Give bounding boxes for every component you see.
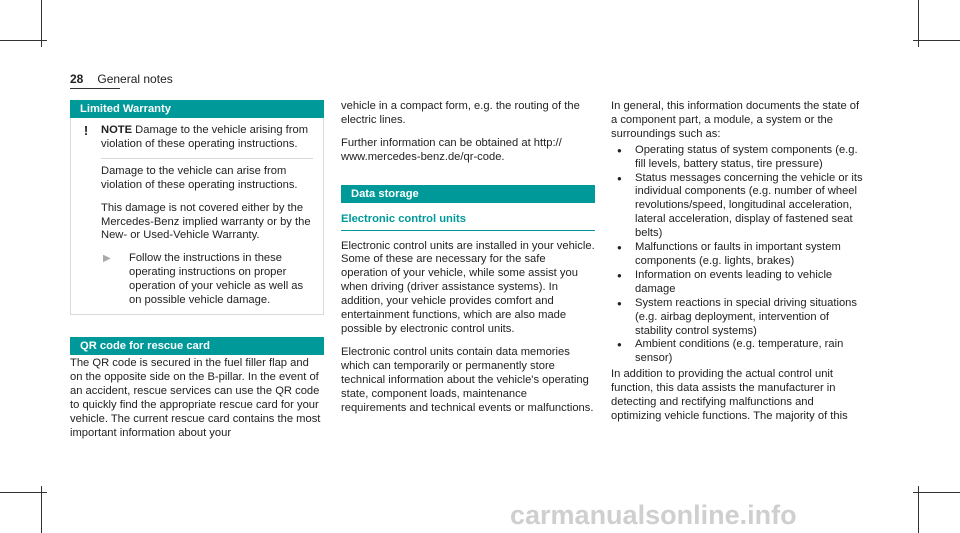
list-item (611, 241, 865, 269)
header-rule (70, 88, 120, 89)
page-number: 28 (70, 72, 84, 86)
paragraph: Electronic control units contain data memories which can temporarily or permanently store technical information about the vehicle's operating state, component loads, maintenance requirements and technical events or malfunctions. (341, 345, 594, 414)
bullet-dot-icon: ● (617, 298, 622, 308)
list-item (611, 338, 865, 366)
limited-warranty-heading: Limited Warranty (70, 100, 324, 118)
note-paragraph: This damage is not covered either by the Mercedes-Benz implied warranty or by the New- or Used-Vehicle Warranty. (101, 201, 311, 242)
qr-code-text: The QR code is secured in the fuel filler flap and on the opposite side on the B-pillar. In the event of an accident, rescue services can use the QR code to quickly find the appropriate rescue card for your vehicle. The current rescue card contains the most important information about your (70, 356, 321, 439)
bullet-dot-icon: ● (617, 145, 622, 155)
note-body: Damage to the vehicle arising from violation of these operating instructions. (101, 124, 309, 150)
list-item-text: Ambient conditions (e.g. temperature, rain sensor) (635, 338, 844, 365)
note (71, 124, 313, 152)
note-paragraph: Damage to the vehicle can arise from violation of these operating instructions. (101, 164, 298, 191)
page-header (70, 72, 173, 86)
crop-mark (41, 486, 42, 533)
watermark: carmanualsonline.info (510, 500, 797, 530)
bullet-dot-icon: ● (617, 340, 622, 350)
instruction-step (101, 252, 313, 308)
column-right (611, 100, 865, 424)
crop-mark (913, 492, 960, 493)
note-box (70, 118, 324, 315)
column-middle (341, 100, 595, 415)
bullet-dot-icon: ● (617, 173, 622, 183)
instruction-text: Follow the instructions in these operating instructions on proper operation of your vehicle as well as on possible vehicle damage. (129, 252, 304, 307)
paragraph: Electronic control units are installed in your vehicle. Some of these are necessary for the safe operation of your vehicle, while some assist you when driving (driver assistance systems). In addition, your vehicle provides comfort and entertainment functions, which are also made possible by electronic control units. (341, 239, 595, 335)
note-details (101, 158, 313, 308)
note-label: NOTE (101, 124, 133, 136)
paragraph: In addition to providing the actual control unit function, this data assists the manufacturer in detecting and rectifying malfunctions and optimizing vehicle functions. The majority of this (611, 368, 848, 422)
crop-mark (0, 492, 47, 493)
list-item-text: Operating status of system components (e.g. fill levels, battery status, tire pressure) (635, 143, 858, 170)
data-storage-heading: Data storage (341, 185, 595, 203)
paragraph: vehicle in a compact form, e.g. the routing of the electric lines. (341, 100, 580, 126)
list-item (611, 269, 865, 297)
bullet-list (611, 144, 865, 367)
list-item-text: Malfunctions or faults in important system components (e.g. lights, brakes) (635, 241, 841, 267)
list-item (611, 297, 865, 339)
paragraph: In general, this information documents the state of a component part, a module, a system or the surroundings such as: (611, 100, 860, 140)
bullet-dot-icon: ● (617, 270, 622, 280)
warning-exclamation-icon: ! (83, 123, 89, 138)
list-item-text: System reactions in special driving situations (e.g. airbag deployment, intervention of stability control systems) (635, 296, 857, 337)
crop-mark (0, 40, 47, 41)
list-item-text: Information on events leading to vehicle damage (635, 268, 833, 295)
arrow-right-icon: ▶ (103, 253, 111, 265)
list-item (611, 172, 865, 242)
ecu-subheading: Electronic control units (341, 213, 595, 231)
list-item (611, 144, 865, 172)
bullet-dot-icon: ● (617, 243, 622, 253)
column-left (70, 100, 324, 440)
section-title: General notes (97, 72, 173, 86)
paragraph: Further information can be obtained at http:// www.mercedes-benz.de/qr-code. (341, 136, 562, 163)
note-text (101, 124, 313, 152)
crop-mark (918, 486, 919, 533)
qr-code-heading: QR code for rescue card (70, 337, 324, 355)
crop-mark (913, 40, 960, 41)
list-item-text: Status messages concerning the vehicle or its individual components (e.g. number of wheel revolutions/speed, longitudinal acceleration, lateral acceleration, display of fastened seat belts) (635, 171, 863, 240)
